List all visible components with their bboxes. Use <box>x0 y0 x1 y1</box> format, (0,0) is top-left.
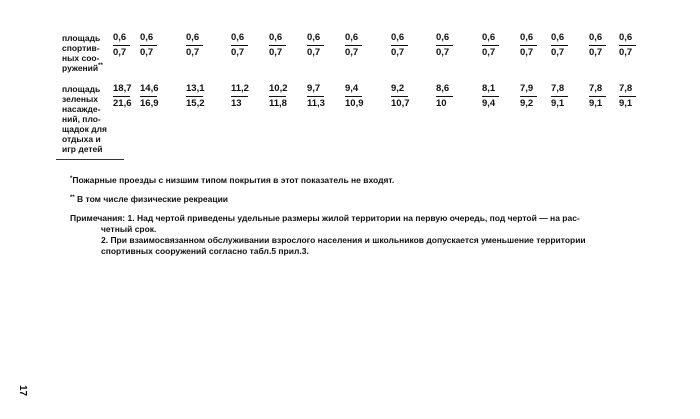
fraction-cell <box>345 84 371 109</box>
fraction-bar <box>589 96 606 97</box>
fraction-numerator: 14,6 <box>140 83 159 94</box>
fraction-bar <box>231 45 248 46</box>
fraction-cell <box>391 33 417 58</box>
fraction-denominator: 10,7 <box>391 98 410 109</box>
row1-label-line: площадь <box>62 33 101 43</box>
fraction-cell <box>589 84 615 109</box>
fraction-bar <box>436 45 453 46</box>
fraction-bar <box>345 45 362 46</box>
row2-label-line: ний, пло- <box>62 114 101 124</box>
fraction-cell <box>482 84 508 109</box>
footnote-mark: * <box>70 176 73 182</box>
fraction-cell <box>619 33 645 58</box>
fraction-cell <box>307 84 333 109</box>
fraction-cell <box>269 84 295 109</box>
fraction-denominator: 9,1 <box>589 98 603 109</box>
fraction-numerator: 0,6 <box>345 32 359 43</box>
fraction-bar <box>231 96 248 97</box>
fraction-cell <box>345 33 371 58</box>
fraction-numerator: 0,6 <box>482 32 496 43</box>
fraction-denominator: 9,1 <box>551 98 565 109</box>
fraction-denominator: 0,7 <box>436 47 450 58</box>
fraction-denominator: 0,7 <box>619 47 633 58</box>
fraction-numerator: 9,7 <box>307 83 321 94</box>
fraction-denominator: 9,1 <box>619 98 633 109</box>
fraction-cell <box>589 33 615 58</box>
fraction-denominator: 0,7 <box>391 47 405 58</box>
fraction-numerator: 7,8 <box>619 83 633 94</box>
fraction-bar <box>520 96 537 97</box>
row1-label-line: спортив- <box>62 43 100 53</box>
fraction-denominator: 0,7 <box>482 47 496 58</box>
fraction-bar <box>307 45 324 46</box>
fraction-numerator: 0,6 <box>231 32 245 43</box>
fraction-cell <box>186 84 212 109</box>
fraction-denominator: 0,7 <box>520 47 534 58</box>
row2-label-line: зеленых <box>62 94 98 104</box>
fraction-numerator: 7,8 <box>589 83 603 94</box>
fraction-bar <box>391 96 408 97</box>
fraction-cell <box>186 33 212 58</box>
fraction-bar <box>269 45 286 46</box>
note-1-continuation: четный срок. <box>101 224 157 234</box>
fraction-denominator: 15,2 <box>186 98 205 109</box>
fraction-bar <box>482 45 499 46</box>
fraction-cell <box>482 33 508 58</box>
fraction-numerator: 0,6 <box>391 32 405 43</box>
fraction-bar <box>589 45 606 46</box>
fraction-denominator: 11,8 <box>269 98 287 109</box>
fraction-bar <box>391 45 408 46</box>
fraction-cell <box>307 33 333 58</box>
fraction-cell <box>391 84 417 109</box>
fraction-denominator: 21,6 <box>113 98 132 109</box>
footnote-physical-recreation <box>70 194 228 207</box>
fraction-cell <box>436 33 462 58</box>
fraction-denominator: 0,7 <box>140 47 154 58</box>
row-label-green-areas <box>62 84 107 154</box>
row1-label-line <box>62 63 103 75</box>
fraction-cell <box>231 33 257 58</box>
fraction-cell <box>140 33 166 58</box>
fraction-denominator: 9,2 <box>520 98 534 109</box>
note-1-text: 1. Над чертой приведены удельные размеры жилой территории на первую очередь, под чертой — на рас- <box>125 213 580 223</box>
fraction-cell <box>551 84 577 109</box>
fraction-denominator: 0,7 <box>269 47 283 58</box>
fraction-denominator: 0,7 <box>231 47 245 58</box>
fraction-cell <box>619 84 645 109</box>
row2-label-line: отдыха и <box>62 134 101 144</box>
fraction-denominator: 10 <box>436 98 447 109</box>
page-number: 17 <box>17 385 28 397</box>
fraction-cell <box>231 84 257 109</box>
fraction-numerator: 8,1 <box>482 83 496 94</box>
fraction-numerator: 7,9 <box>520 83 534 94</box>
fraction-numerator: 0,6 <box>140 32 154 43</box>
fraction-bar <box>113 96 130 97</box>
fraction-numerator: 0,6 <box>307 32 321 43</box>
fraction-denominator: 13 <box>231 98 242 109</box>
fraction-cell <box>520 33 546 58</box>
row2-label-line: площадь <box>62 84 101 94</box>
fraction-numerator: 0,6 <box>113 32 127 43</box>
fraction-numerator: 0,6 <box>551 32 565 43</box>
footnote-fire-roads <box>70 175 394 188</box>
notes-lead: Примечания: <box>70 213 126 223</box>
table-end-rule <box>56 159 124 160</box>
fraction-cell <box>551 33 577 58</box>
fraction-bar <box>551 96 568 97</box>
fraction-bar <box>520 45 537 46</box>
note-2-line1: 2. При взаимосвязанном обслуживании взрослого населения и школьников допускается уменьшение территории <box>101 235 586 245</box>
fraction-numerator: 7,8 <box>551 83 565 94</box>
fraction-numerator: 18,7 <box>113 83 132 94</box>
fraction-numerator: 9,2 <box>391 83 405 94</box>
fraction-numerator: 0,6 <box>269 32 283 43</box>
fraction-bar <box>619 96 636 97</box>
footnote-mark: ** <box>70 195 75 201</box>
fraction-denominator: 0,7 <box>113 47 127 58</box>
fraction-bar <box>186 45 203 46</box>
fraction-cell <box>113 33 139 58</box>
fraction-denominator: 9,4 <box>482 98 496 109</box>
fraction-bar <box>269 96 286 97</box>
fraction-numerator: 0,6 <box>186 32 200 43</box>
fraction-denominator: 0,7 <box>551 47 565 58</box>
fraction-cell <box>436 84 462 109</box>
row1-label-line-text: ружений <box>62 63 99 73</box>
note-1 <box>70 213 670 224</box>
row2-label-line: щадок для <box>62 124 107 134</box>
row1-label-sup: ** <box>98 63 103 69</box>
fraction-numerator: 9,4 <box>345 83 359 94</box>
fraction-bar <box>436 96 453 97</box>
footnote-text: В том числе физические рекреации <box>74 194 229 204</box>
fraction-denominator: 0,7 <box>589 47 603 58</box>
row2-label-line: насажде- <box>62 104 101 114</box>
fraction-bar <box>140 96 157 97</box>
fraction-bar <box>482 96 499 97</box>
footnote-text: Пожарные проезды с низшим типом покрытия в этот показатель не входят. <box>72 175 395 185</box>
fraction-numerator: 11,2 <box>231 83 249 94</box>
fraction-denominator: 0,7 <box>307 47 321 58</box>
fraction-denominator: 11,3 <box>307 98 325 109</box>
row1-label-line: ных соо- <box>62 53 100 63</box>
note-2-line2: спортивных сооружений согласно табл.5 прил.3. <box>101 246 309 256</box>
fraction-numerator: 0,6 <box>619 32 633 43</box>
fraction-bar <box>307 96 324 97</box>
fraction-cell <box>520 84 546 109</box>
fraction-denominator: 16,9 <box>140 98 159 109</box>
fraction-denominator: 0,7 <box>186 47 200 58</box>
fraction-numerator: 10,2 <box>269 83 288 94</box>
fraction-numerator: 0,6 <box>436 32 450 43</box>
fraction-numerator: 8,6 <box>436 83 450 94</box>
fraction-cell <box>113 84 139 109</box>
fraction-cell <box>140 84 166 109</box>
fraction-bar <box>345 96 362 97</box>
fraction-bar <box>140 45 157 46</box>
fraction-bar <box>186 96 203 97</box>
fraction-bar <box>619 45 636 46</box>
fraction-numerator: 0,6 <box>589 32 603 43</box>
row-label-sports-facilities <box>62 33 103 75</box>
fraction-denominator: 10,9 <box>345 98 364 109</box>
fraction-bar <box>113 45 130 46</box>
fraction-cell <box>269 33 295 58</box>
notes-block <box>70 213 670 257</box>
fraction-numerator: 0,6 <box>520 32 534 43</box>
row2-label-line: игр детей <box>62 144 103 154</box>
fraction-bar <box>551 45 568 46</box>
fraction-numerator: 13,1 <box>186 83 205 94</box>
fraction-denominator: 0,7 <box>345 47 359 58</box>
